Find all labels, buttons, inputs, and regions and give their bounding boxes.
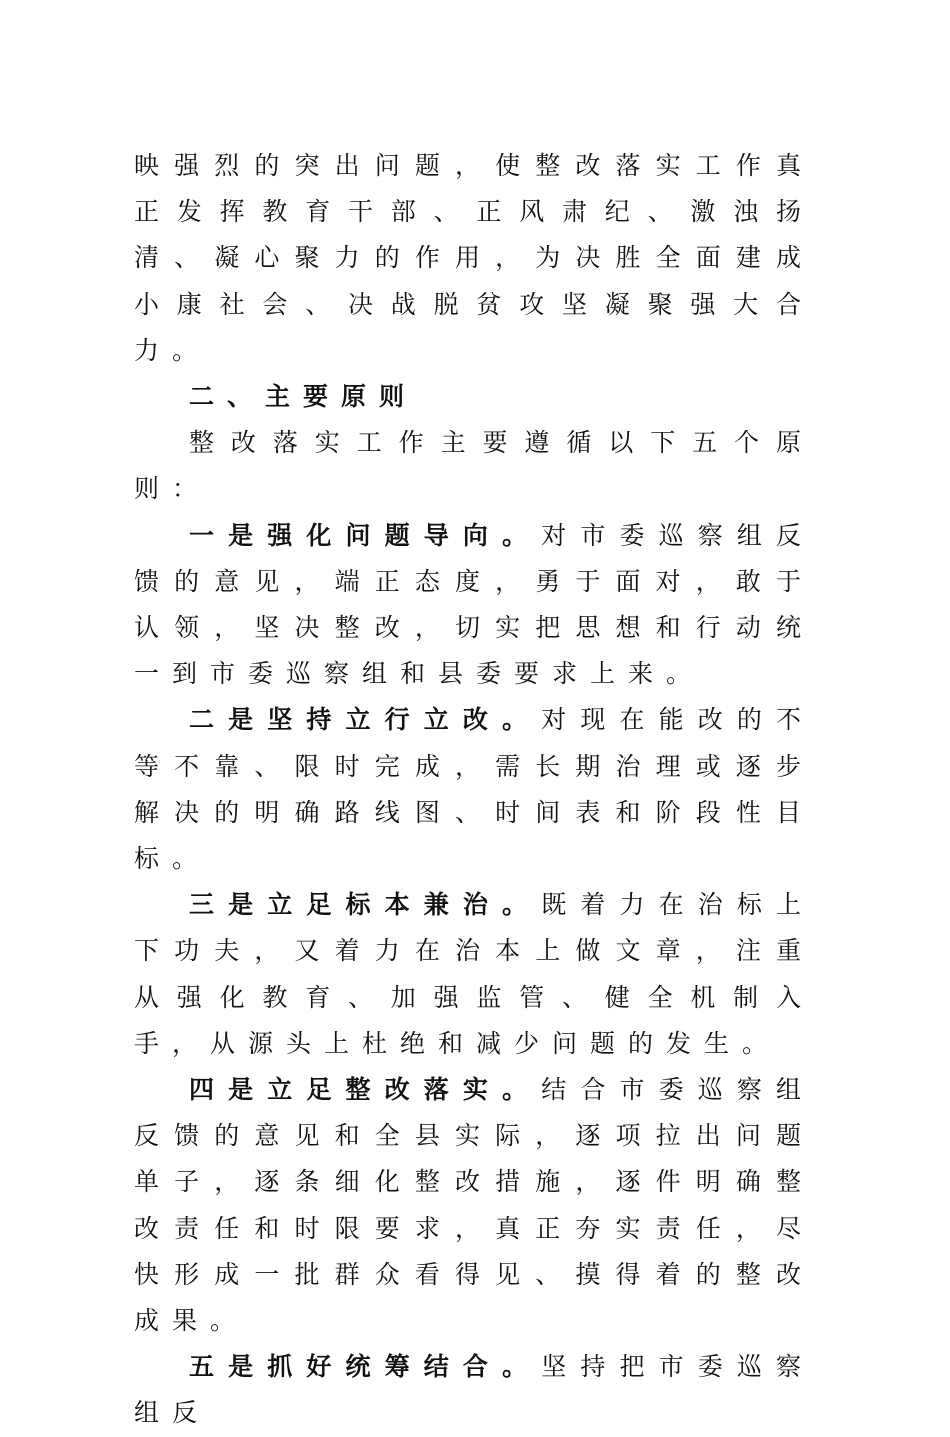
principle-lead-4: 四是立足整改落实。 xyxy=(189,1075,542,1105)
principle-paragraph-5 xyxy=(134,1344,814,1436)
principle-paragraph-3 xyxy=(134,882,814,1067)
paragraph-intro: 整改落实工作主要遵循以下五个原则： xyxy=(134,428,814,504)
document-body xyxy=(134,143,814,1437)
principle-text-3: 既着力在治标上下功夫，又着力在治本上做文章，注重从强化教育、加强监管、健全机制入手，从源头上杜绝和减少问题的发生。 xyxy=(134,890,814,1058)
principle-text-2: 对现在能改的不等不靠、限时完成，需长期治理或逐步解决的明确路线图、时间表和阶段性目标。 xyxy=(134,705,814,874)
principle-paragraph-1 xyxy=(134,513,814,698)
principle-text-5: 坚持把市委巡察组反 xyxy=(134,1352,814,1428)
section-heading: 二、主要原则 xyxy=(189,382,418,412)
principle-text-4: 结合市委巡察组反馈的意见和全县实际，逐项拉出问题单子，逐条细化整改措施，逐件明确整改责任和时限要求，真正夯实责任，尽快形成一批群众看得见、摸得着的整改成果。 xyxy=(134,1075,814,1336)
principle-lead-1: 一是强化问题导向。 xyxy=(189,520,542,550)
principle-paragraph-4 xyxy=(134,1067,814,1344)
principle-lead-2: 二是坚持立行立改。 xyxy=(189,705,542,735)
principle-paragraph-2 xyxy=(134,697,814,882)
paragraph-continuation: 映强烈的突出问题，使整改落实工作真正发挥教育干部、正风肃纪、激浊扬清、凝心聚力的作用，为决胜全面建成小康社会、决战脱贫攻坚凝聚强大合力。 xyxy=(134,151,814,365)
principle-lead-3: 三是立足标本兼治。 xyxy=(189,890,542,920)
principle-lead-5: 五是抓好统筹结合。 xyxy=(189,1352,542,1382)
principle-text-1: 对市委巡察组反馈的意见，端正态度，勇于面对，敢于认领，坚决整改，切实把思想和行动统一到市委巡察组和县委要求上来。 xyxy=(134,520,814,689)
